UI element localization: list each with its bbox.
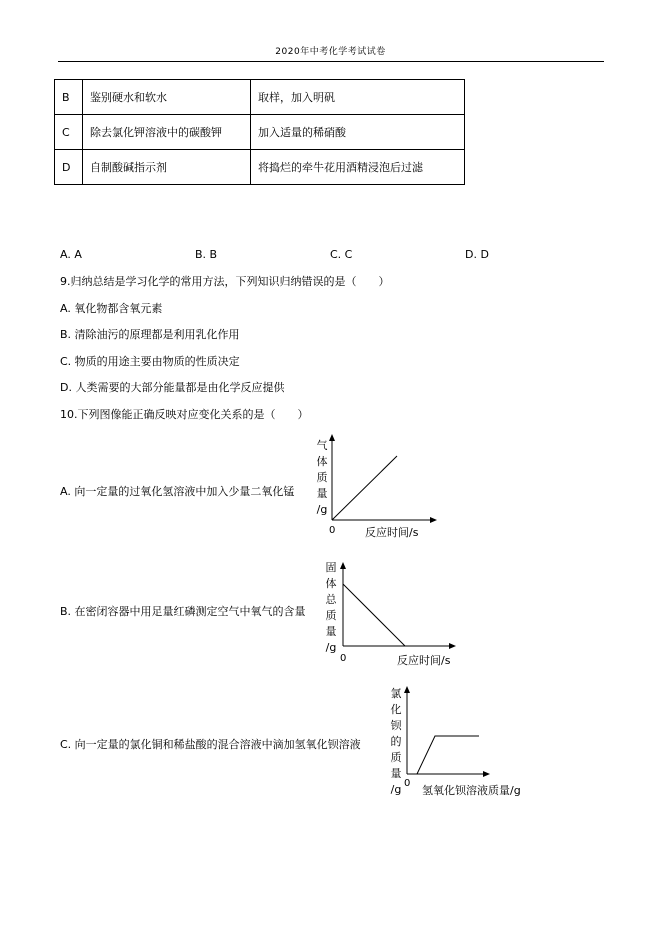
graph-a-svg — [322, 434, 442, 524]
graph-c-y-arrow — [404, 686, 410, 693]
q9-option-c: C. 物质的用途主要由物质的性质决定 — [60, 355, 240, 368]
row-label: B — [55, 80, 83, 115]
graph-c-origin: 0 — [404, 778, 411, 789]
q9-option-d: D. 人类需要的大部分能量都是由化学反应提供 — [60, 381, 285, 394]
q10-option-c-text: C. 向一定量的氯化铜和稀盐酸的混合溶液中滴加氢氧化钡溶液 — [60, 738, 361, 751]
graph-a-y-arrow — [329, 434, 335, 441]
graph-c-x-arrow — [483, 771, 490, 777]
row-method: 将捣烂的牵牛花用酒精浸泡后过滤 — [251, 150, 465, 185]
choice-a: A. A — [60, 248, 82, 261]
graph-c-ylabel: 氯 化 钡 的 质 量 /g — [390, 687, 402, 796]
graph-a-origin: 0 — [329, 525, 336, 536]
q9-option-a: A. 氧化物都含氧元素 — [60, 302, 163, 315]
graph-c-curve — [417, 736, 479, 774]
page-header: 2020年中考化学考试试卷 — [275, 47, 386, 57]
q10-option-b-text: B. 在密闭容器中用足量红磷测定空气中氧气的含量 — [60, 605, 306, 618]
graph-b-origin: 0 — [340, 653, 347, 664]
table-row — [55, 80, 465, 115]
graph-b-curve — [343, 584, 405, 646]
choice-b: B. B — [195, 248, 218, 261]
options-table — [54, 79, 465, 185]
q10-option-a-text: A. 向一定量的过氧化氢溶液中加入少量二氧化锰 — [60, 485, 295, 498]
q10-stem: 10.下列图像能正确反映对应变化关系的是（ ） — [60, 408, 309, 421]
table-row — [55, 115, 465, 150]
choice-c: C. C — [330, 248, 353, 261]
row-experiment: 鉴别硬水和软水 — [83, 80, 251, 115]
graph-c-xlabel: 氢氧化钡溶液质量/g — [422, 784, 521, 797]
row-experiment: 除去氯化钾溶液中的碳酸钾 — [83, 115, 251, 150]
graph-a-xlabel: 反应时间/s — [365, 526, 419, 539]
q9-option-b: B. 清除油污的原理都是利用乳化作用 — [60, 328, 240, 341]
graph-a — [322, 434, 442, 524]
row-label: D — [55, 150, 83, 185]
graph-a-x-arrow — [430, 517, 437, 523]
graph-a-ylabel: 气 体 质 量 /g — [316, 439, 328, 516]
row-method: 取样，加入明矾 — [251, 80, 465, 115]
graph-b-xlabel: 反应时间/s — [397, 654, 451, 667]
graph-b-x-arrow — [449, 643, 456, 649]
graph-a-curve — [332, 456, 397, 520]
graph-b-y-arrow — [340, 562, 346, 569]
table-row — [55, 150, 465, 185]
graph-b-svg — [333, 562, 463, 652]
choice-d: D. D — [465, 248, 489, 261]
graph-c-svg — [397, 686, 497, 781]
row-label: C — [55, 115, 83, 150]
row-experiment: 自制酸碱指示剂 — [83, 150, 251, 185]
row-method: 加入适量的稀硝酸 — [251, 115, 465, 150]
header-rule — [58, 61, 604, 62]
graph-b — [333, 562, 463, 652]
graph-c — [397, 686, 497, 781]
graph-b-ylabel: 固 体 总 质 量 /g — [325, 561, 337, 654]
q9-stem: 9.归纳总结是学习化学的常用方法，下列知识归纳错误的是（ ） — [60, 275, 390, 288]
